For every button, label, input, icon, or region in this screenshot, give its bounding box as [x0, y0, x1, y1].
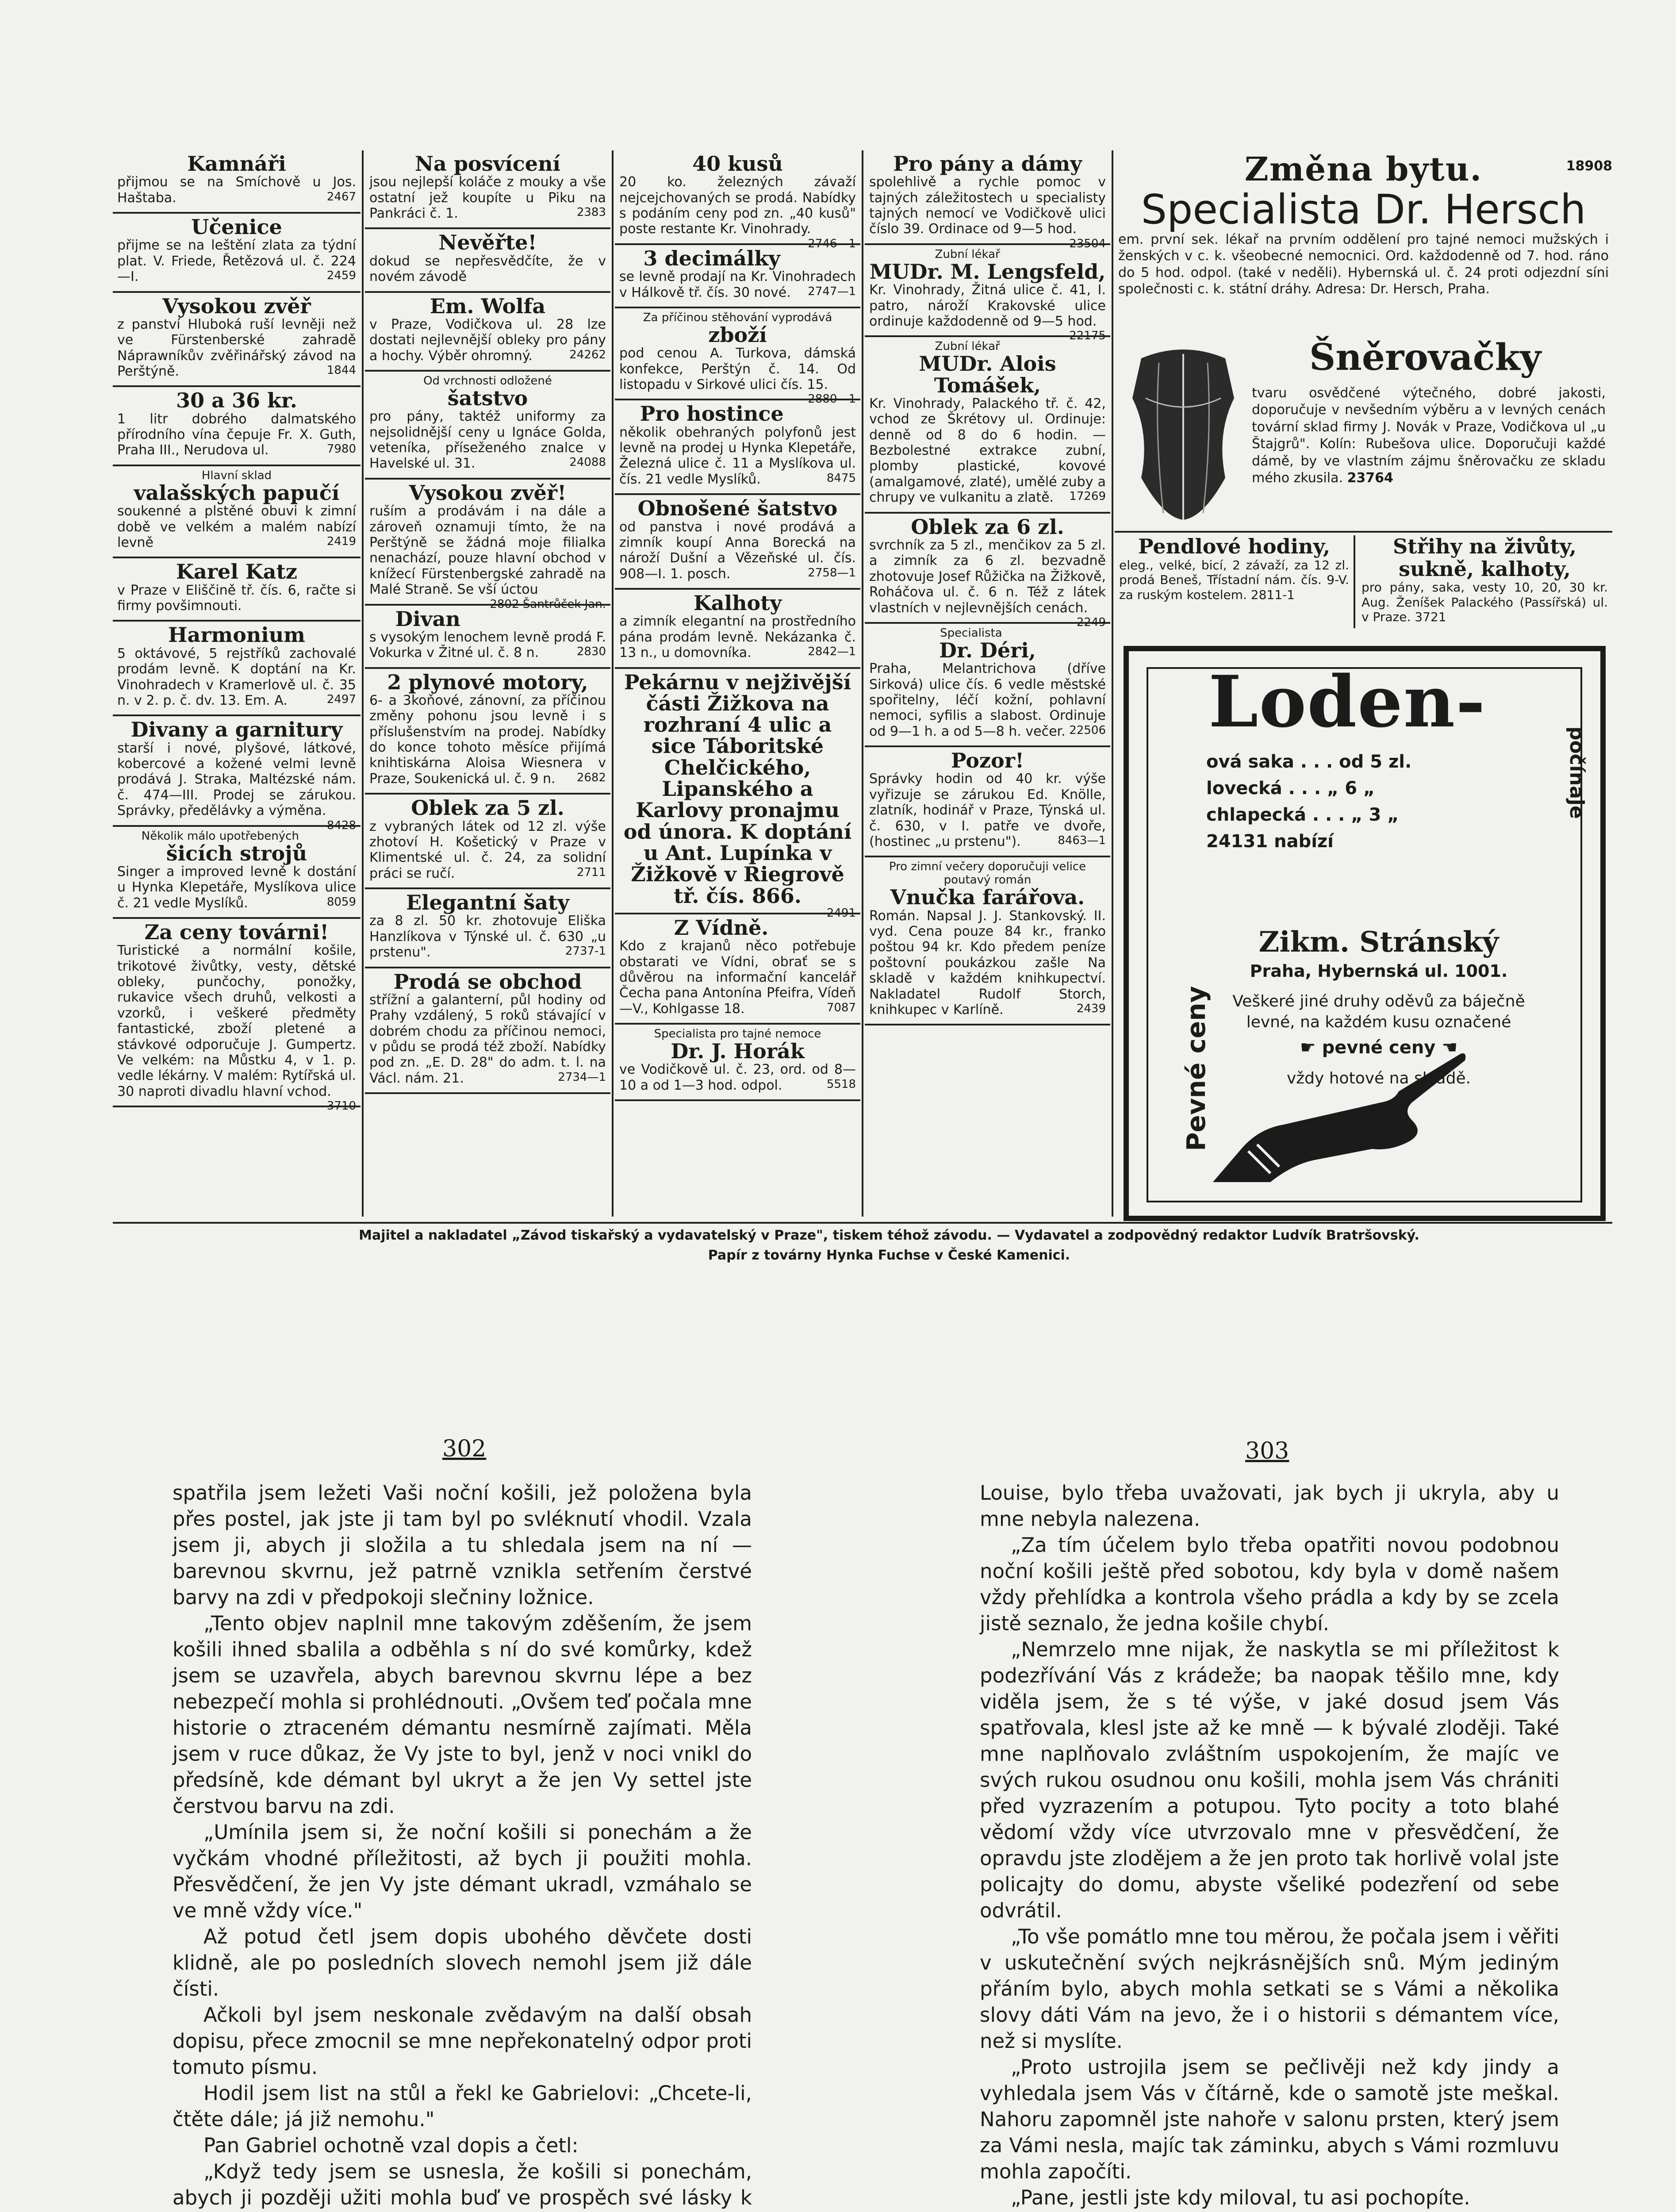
impressum: Majitel a nakladatel „Závod tiskařský a vydavatelský v Praze", tiskem téhož závodu. — Vydavatel a zodpovědný redaktor Ludvík Bratršovský. [359, 1228, 1419, 1243]
classified-ad [615, 150, 860, 250]
ad-number: 2383 [576, 206, 606, 219]
ad-body [369, 409, 606, 472]
price-item: 24131 nabízí [1206, 831, 1334, 852]
ad-text: ve Vodičkově ul. č. 23, ord. od 8—10 a od 1—3 hod. odpol. [619, 1062, 856, 1093]
ad-title: Pozor! [951, 749, 1024, 773]
paragraph: „Nemrzelo mne nijak, že naskytla se mi příležitost k podezřívání Vás z krádeže; ba naopak těšilo mne, kdy viděla jsem, že s té výše, v jaké dosud jsem Vás spatřovala, klesl jste až ke mně — k bývalé zloději. Také mne naplňovalo zvláštním uspokojením, že majíc ve svých rukou osudnou onu košili, mohla jsem Vás chrániti před vyzrazením a potupou. Tyto pocity a toto blahé vědomí vždy více utvrzovalo mne v přesvědčení, že opravdu jste zlodějem a že jen proto tak horlivě volal jste policajty do domu, abyste všeliké podezření od sebe odvrátil. [980, 1638, 1559, 1922]
ads-column-4 [865, 150, 1110, 1221]
ad-strihy [1357, 535, 1612, 628]
ad-body [369, 503, 606, 611]
classified-ad [113, 919, 361, 1113]
ad-number: 22175 [1069, 329, 1106, 343]
column-rule [612, 150, 614, 1217]
ad-body [369, 253, 606, 285]
ad-title: Kalhoty [693, 591, 782, 615]
ad-body [619, 938, 856, 1017]
ad-number: 7087 [826, 1001, 856, 1014]
ads-column-3 [615, 150, 860, 1221]
right-page-text [980, 1480, 1559, 2211]
ad-text: Správky hodin od 40 kr. výše vyřizuje se zárukou Ed. Knölle, zlatník, hodinář v Praze, Týnská ul. č. 630, v I. patře ve dvoře, (hostinec „u prstenu"). [869, 771, 1106, 850]
ad-kicker: Pro zimní večery doporučuji velice poutavý román [889, 860, 1086, 887]
classified-ad [615, 308, 860, 406]
ad-body [369, 174, 606, 221]
ad-body [117, 943, 356, 1113]
ad-pendlove-hodiny [1115, 535, 1355, 628]
ad-text: ruším a prodávám i na dále a zároveň oznamuji tímto, že na Perštýně se žádná moje filialka nenachází, pouze hlavní obchod v knížecí Fürstenbergské zahradě na Malé Straně. Se vší úctou [369, 503, 606, 598]
classified-ad [865, 624, 1110, 747]
stock-note: vždy hotové na skladě. [1286, 1069, 1471, 1087]
ad-title: 2 plynové motory, [387, 670, 588, 694]
ad-number: 2682 [576, 771, 606, 784]
ad-number: 8463—1 [1058, 834, 1106, 848]
ad-text: se levně prodají na Kr. Vinohradech v Hálkově tř. čís. 30 nové. [619, 269, 856, 300]
ad-number: 2842—1 [808, 645, 856, 659]
classified-ad [365, 372, 610, 480]
ad-text: s vysokým lenochem levně prodá F. Vokurka v Žitné ul. č. 8 n. [369, 629, 606, 661]
classified-ad [865, 514, 1110, 629]
ad-body [117, 864, 356, 911]
ad-title: Elegantní šaty [406, 891, 570, 915]
ad-number: 2249 [1076, 615, 1106, 629]
ad-number: 2467 [326, 190, 356, 204]
ad-title: MUDr. M. Lengsfeld, [869, 259, 1106, 284]
classified-ad [113, 466, 361, 558]
price-list [1206, 749, 1480, 855]
ad-title: Dr. J. Horák [671, 1039, 805, 1064]
ad-body [117, 317, 356, 380]
classified-ad [865, 150, 1110, 250]
ad-number: 8475 [826, 471, 856, 485]
ad-text: svrchník za 5 zl., menčikov za 5 zl. a zimník za 6 zl. bezvadně zhotovuje Josef Růžička na Žižkově, Roháčova ul. č. 6 n. Též z látek vlastních v nejlevnějších cenách. [869, 537, 1106, 616]
vertical-label-left [1146, 762, 1211, 1160]
hand-left-icon: ☛ [1300, 1037, 1316, 1058]
page-number-right: 303 [1245, 1438, 1289, 1464]
ad-body [869, 771, 1106, 849]
paragraph: „Umínila jsem si, že noční košili si ponechám a že vyčkám vhodné příležitosti, až bych ji použiti mohla. Přesvědčení, že jen Vy jste démant ukradl, vzmáhalo se ve mně vždy více." [173, 1820, 752, 1922]
ad-text: pod cenou A. Turkova, dámská konfekce, Perštýn č. 14. Od listopadu v Sirkové ulici čís. 15. [619, 346, 856, 393]
ad-title: Nevěřte! [438, 230, 537, 255]
ad-text: Singer a improved levně k dostání u Hynka Klepetáře, Myslíkova ulice č. 21 vedle Myslíků. [117, 864, 356, 911]
paragraph: „Za tím účelem bylo třeba opatřiti novou podobnou noční košili ještě před sobotou, kdy byla v domě našem vždy přehlídka a kontrola všeho prádla a kdy by se zcela jistě seznalo, že jedna košile chybí. [980, 1533, 1559, 1635]
vertical-text: Pevné ceny [1181, 986, 1211, 1151]
ad-text: Praha, Melantrichova (dříve Sirková) ulice čís. 6 vedle městské spořitelny, léčí kožní, pohlavní nemoci, syfilis a slabost. Ordinuje od 9—1 h. a od 5—8 h. večer. [869, 661, 1106, 739]
ad-title: šicích strojů [166, 841, 307, 865]
paragraph: „Tento objev naplnil mne takovým zděšením, že jsem košili ihned sbalila a odběhla s ní do své komůrky, kdež jsem se uzavřela, abych barevnou skvrnu lépe a bez nebezpečí mohla si prohlédnouti. „Ovšem teď počala mne historie o ztraceném démantu nesmírně zajímati. Měla jsem v ruce důkaz, že Vy jste to byl, jenž v noci vnikl do předsíně, kde démant byl ukryt a že jen Vy settel jste čerstvou barvu na zdi. [173, 1612, 752, 1818]
ad-title: Učenice [191, 215, 282, 239]
ad-title: Prodá se obchod [393, 969, 582, 994]
ad-title: Pekárnu v nejživější části Žižkova na rozhraní 4 ulic a sice Táboritské Chelčického, Lipanského a Karlovy pronajmu od února. K doptání u Ant. Lupínka v Žižkově v Riegrově tř. čís. 866. [623, 670, 852, 908]
ad-number: 8059 [326, 895, 356, 909]
ad-text: z vybraných látek od 12 zl. výše zhotoví H. Košetický v Praze v Klimentské ul. č. 24, za solidní práci se ručí. [369, 818, 606, 881]
page-number-left: 302 [442, 1436, 487, 1462]
ad-text: střížní a galanterní, půl hodiny od Prahy vzdálený, 5 roků stávající v dobrém chodu za příčinou nemoci, v půdu se prodá též zboží. Nabídky pod zn. „E. D. 28" do adm. t. l. na Václ. nám. 21. [369, 992, 606, 1086]
ad-text: za 8 zl. 50 kr. zhotovuje Eliška Hanzlíkova v Týnské ul. č. 630 „u prstenu". [369, 913, 606, 960]
ad-headline: Specialista Dr. Hersch [1141, 186, 1586, 233]
ad-number: 18908 [1566, 158, 1612, 174]
ad-number: 2747—1 [808, 284, 856, 298]
column-rule [862, 150, 863, 1217]
ad-number: 2419 [326, 534, 356, 548]
paragraph: Louise, bylo třeba uvažovati, jak bych ji ukryla, aby u mne nebyla nalezena. [980, 1481, 1559, 1531]
ad-body [619, 1062, 856, 1093]
ad-body [619, 519, 856, 582]
ad-number: 2811-1 [1250, 587, 1295, 602]
ad-title: Z Vídně. [674, 915, 769, 940]
ad-title: Oblek za 5 zl. [411, 796, 564, 820]
ad-title: valašských papučí [134, 480, 340, 505]
classified-ad [113, 387, 361, 466]
classified-ad [615, 400, 860, 495]
classified-ad [615, 914, 860, 1025]
classified-ad [113, 293, 361, 388]
ad-title: Pendlové hodiny, [1138, 534, 1330, 558]
ads-column-1 [113, 150, 361, 1221]
classified-ad [865, 337, 1110, 513]
ad-body [369, 992, 606, 1086]
ad-text: 20 ko. železných závaží nejcejchovaných se prodá. Nabídky s podáním ceny pod zn. „40 kusů" poste restante Kr. Vinohrady. [619, 174, 856, 237]
classified-ad [365, 889, 610, 968]
ad-number: 3710 [326, 1099, 356, 1113]
classified-ad [615, 590, 860, 668]
ad-number: 2880—1 [808, 392, 856, 406]
ad-text: 6- a 3koňové, zánovní, za příčinou změny pohonu jsou levně i s příslušenstvím na prodej. Nabídky do konce tohoto měsíce přijímá knihtiskárna Aloisa Wiesnera v Praze, Soukenická ul. č. 9 n. [369, 692, 606, 787]
ad-title: zboží [708, 323, 767, 347]
classified-ad [365, 795, 610, 889]
ad-text: pro pány, taktéž uniformy za nejsolidnější ceny u Ignáce Golda, veteníka, příseženého znalce v Havelské ul. 31. [369, 409, 606, 472]
ad-number: 24088 [569, 456, 606, 469]
ad-title: Loden- [1208, 660, 1486, 743]
ad-body [117, 411, 356, 458]
ad-body [369, 630, 606, 661]
paragraph: „Proto ustrojila jsem se pečlivěji než kdy jindy a vyhledala jsem Vás v čítárně, kde o samotě jste meškal. Nahoru zapomněl jste nahoře v salonu prsten, který jsem za Vámi nesla, majíc tak záminku, abych s Vámi rozmluvu mohla započíti. [980, 2055, 1559, 2183]
classified-ad [615, 245, 860, 308]
column-rule [1112, 150, 1113, 1217]
ad-title: Šněrovačky [1309, 336, 1542, 379]
ad-title: Pro hostince [640, 402, 784, 426]
ad-body [369, 317, 606, 364]
ad-title: Vysokou zvěř [162, 294, 311, 318]
ad-kicker: Specialista [940, 626, 1002, 640]
ad-number: 2711 [576, 865, 606, 879]
classified-ad [365, 293, 610, 372]
classified-ad [113, 716, 361, 832]
classified-ad [113, 622, 361, 716]
footer-rule [113, 1222, 1612, 1224]
ad-body [869, 282, 1106, 343]
ad-body [869, 661, 1106, 739]
ad-text: starší i nové, plyšové, látkové, kobercové a kožené velmi levně prodává J. Straka, Maltézské nám. č. 474—III. Prodej se zárukou. Správky, předělávky a výměna. [117, 740, 356, 819]
ads-column-2 [365, 150, 610, 1221]
ad-body [117, 503, 356, 550]
ad-kicker: Zubní lékař [935, 247, 1000, 261]
classified-ad [615, 669, 860, 920]
ad-kicker: Několik málo upotřebených [141, 829, 299, 843]
ad-number: 23504 [1069, 237, 1106, 250]
ad-title: Na posvícení [414, 152, 560, 176]
right-ads-block [1115, 150, 1612, 1221]
ad-body [619, 425, 856, 488]
ad-body [369, 819, 606, 882]
ad-text: Kr. Vinohrady, Palackého tř. č. 42, vchod ze Škrétovy ul. Ordinuje: denně od 8 do 6 hodin. — Bezbolestné extrakce zubní, plomby plastické, kovové (amalgamové, zlaté), umělé zuby a chrupy ve vulkanitu a zlatě. [869, 396, 1106, 506]
classified-ad [113, 827, 361, 919]
ad-title: Em. Wolfa [430, 294, 546, 318]
ad-text: v Praze, Vodičkova ul. 28 lze dostati nejlevnější obleky pro pány a hochy. Výběr ohromný. [369, 316, 606, 364]
ad-title: Harmonium [168, 623, 305, 647]
ad-title: Kamnáři [187, 152, 286, 176]
classified-ad [865, 857, 1110, 1025]
ad-body [369, 693, 606, 787]
ad-number: 2734—1 [558, 1070, 606, 1084]
ad-kicker: Hlavní sklad [201, 469, 272, 482]
ad-body [619, 614, 856, 661]
ad-number: 7980 [326, 442, 356, 456]
classified-ad [365, 968, 610, 1094]
ad-number: 2439 [1076, 1002, 1106, 1016]
ad-title: Změna bytu. [1244, 150, 1483, 188]
ad-number: 2497 [326, 692, 356, 706]
ad-title: 30 a 36 kr. [176, 388, 297, 413]
classified-ad [865, 747, 1110, 857]
firm-name: Zikm. Stránský [1258, 926, 1499, 959]
paragraph: „Když tedy jsem se usnesla, že košili si ponechám, abych ji později užiti mohla buď ve prospěch své lásky k [173, 2160, 752, 2209]
ad-number: 2459 [326, 269, 356, 283]
vertical-text: počínaje [1565, 726, 1588, 819]
ad-body [117, 740, 356, 832]
ad-body [619, 269, 856, 300]
ad-body [619, 346, 856, 406]
ad-title: MUDr. Alois Tomášek, [919, 352, 1056, 397]
pointing-hand-illustration [1204, 1049, 1469, 1182]
classified-ad [365, 480, 610, 611]
ad-title: Vnučka farářova. [890, 885, 1085, 910]
ad-number: 2758—1 [808, 566, 856, 580]
ad-number: 17269 [1069, 490, 1106, 503]
price-item: ová saka . . . od 5 zl. [1206, 752, 1412, 772]
classified-ad [113, 150, 361, 214]
ad-kicker: Zubní lékař [935, 340, 1000, 353]
paragraph: spatřila jsem ležeti Vaši noční košili, jež položena byla přes postel, jak jste ji tam byl po svléknutí vhodil. Vzala jsem ji, abych ji složila a tu shledala jsem na ní — barevnou skvrnu, jež patrně vznikla setřením čerstvé barvy na zdi v předpokoji slečniny ložnice. [173, 1481, 752, 1609]
ad-title: Střihy na živůty, sukně, kalhoty, [1393, 534, 1576, 581]
ad-text: soukenné a plstěné obuvi k zimní době ve velkém a malém nabízí levně [117, 503, 356, 550]
paragraph: Až potud četl jsem dopis ubohého děvčete dosti klidně, ale po posledních slovech nemohl jsem již dále čísti. [173, 1925, 752, 2001]
ad-body [869, 537, 1106, 629]
ad-text: v Praze v Eliščině tř. čís. 6, račte si firmy povšimnouti. [117, 582, 356, 614]
classified-ad [615, 495, 860, 590]
classified-ad [365, 669, 610, 795]
ad-number: 3721 [1415, 610, 1446, 625]
column-rule [362, 150, 364, 1217]
classified-ad [865, 245, 1110, 343]
ad-body [619, 174, 856, 250]
classified-ad [113, 214, 361, 292]
ad-text: 5 oktávové, 5 rejstříků zachovalé prodám levně. K doptání na Kr. Vinohradech v Kramerlově ul. č. 35 n. v 2. p. č. dv. 13. Em. A. [117, 645, 356, 708]
ad-body [117, 174, 356, 206]
fixed-price-text: pevné ceny [1322, 1037, 1436, 1058]
ad-title: Dr. Déri, [939, 638, 1036, 662]
ad-title: Divan [395, 607, 460, 631]
ad-body [869, 396, 1106, 506]
ad-text: z panství Hluboká ruší levněji než ve Fürstenberské zahradě Náprawníkův zvěřinářský závod na Perštýně. [117, 316, 356, 380]
ad-text: 1 litr dobrého dalmatského přírodního vína čepuje Fr. X. Guth, Praha III., Nerudova ul. [117, 411, 356, 458]
ad-number: 2802 Šantrůček Jan. [490, 597, 606, 611]
ad-kicker: Od vrchnosti odložené [423, 374, 552, 388]
firm-offer: Veškeré jiné druhy oděvů za báječně levné, na každém kusu označené [1232, 992, 1525, 1031]
price-item: lovecká . . . „ 6 „ [1206, 778, 1375, 799]
firm-address: Praha, Hybernská ul. 1001. [1250, 961, 1508, 981]
left-page-text [173, 1480, 752, 2212]
ad-text: několik obehraných polyfonů jest levně na prodej u Hynka Klepetáře, Železná ulice č. 11 a Myslíkova ul. čís. 21 vedle Myslíků. [619, 424, 856, 487]
ad-number: 1844 [326, 364, 356, 377]
classified-ad [365, 606, 610, 669]
ad-number: 8428 [326, 818, 356, 832]
paragraph: Ačkoli byl jsem neskonale zvědavým na další obsah dopisu, přece zmocnil se mne nepřekonatelný odpor proti tomuto písmu. [173, 2003, 752, 2079]
ad-text: tvaru osvědčené výtečného, dobré jakosti, doporučuje v nevšedním výběru a v levných cenách tovární sklad firmy J. Novák v Praze, Vodičkova ul „u Štajgrů". Kolín: Rubešova ulice. Doporučuji každé dámě, by ve vlastním zájmu šněrovačku ze skladu mého zkusila. [1252, 385, 1606, 486]
ad-title: Karel Katz [176, 560, 297, 584]
ad-title: Vysokou zvěř! [409, 480, 567, 505]
ad-kicker: Za příčinou stěhování vyprodává [643, 311, 832, 324]
ad-number: 2746—1 [808, 237, 856, 250]
ad-text: eleg., velké, bicí, 2 závaží, za 12 zl. prodá Beneš, Třístadní nám. čís. 9-V. za ruským kostelem. [1119, 557, 1349, 602]
ad-kicker: Specialista pro tajné nemoce [654, 1027, 821, 1041]
corset-illustration [1124, 345, 1243, 522]
ad-text: pro pány, saka, vesty 10, 20, 30 kr. Aug. Ženíšek Palackého (Passířská) ul. v Praze. [1362, 580, 1608, 625]
ad-body [1252, 385, 1606, 487]
ad-number: 2491 [826, 906, 856, 920]
ad-title: Za ceny továrni! [144, 920, 329, 944]
ad-number: 24262 [569, 348, 606, 361]
ad-text: Kdo z krajanů něco potřebuje obstarati ve Vídni, obrať se s důvěrou na informační kancelář Čecha pana Antonína Pfeifra, Vídeň—V., Kohlgasse 18. [619, 938, 856, 1017]
ad-text: od panstva i nové prodává a zimník koupí Anna Borecká na nároží Dušní a Vězeňské ul. čís. 908—I. 1. posch. [619, 519, 856, 582]
ad-title: Divany a garnitury [130, 718, 343, 742]
ad-text: Kr. Vinohrady, Žitná ulice č. 41, I. patro, nároží Krakovské ulice ordinuje každodenně od 9—5 hod. [869, 282, 1106, 329]
ad-title: 40 kusů [692, 152, 783, 176]
classified-ad [113, 558, 361, 622]
ad-number: 2737-1 [565, 945, 606, 958]
classified-ad [365, 150, 610, 229]
ad-title: Oblek za 6 zl. [911, 515, 1064, 539]
ad-text: Román. Napsal J. J. Stankovský. II. vyd. Cena pouze 84 kr., franko poštou 94 kr. Kdo předem peníze poštovní poukázkou zašle Na skladě v každém knihkupectví. Nakladatel Rudolf Storch, knihkupec v Karlíně. [869, 908, 1106, 1018]
paper-credit: Papír z továrny Hynka Fuchse v České Kamenici. [708, 1248, 1070, 1263]
ad-loden [1124, 646, 1606, 1221]
vertical-label-right [1566, 726, 1597, 886]
ad-body [869, 908, 1106, 1018]
hand-right-icon: ☚ [1442, 1037, 1458, 1058]
ad-number: 23764 [1347, 470, 1393, 486]
paragraph: „Pane, jestli jste kdy miloval, tu asi pochopíte. [1011, 2186, 1470, 2209]
ad-title: Pro pány a dámy [893, 152, 1082, 176]
ad-text: přijme se na leštění zlata za týdní plat. V. Friede, Řetězová ul. č. 224—I. [117, 238, 356, 285]
paragraph: Hodil jsem list na stůl a řekl ke Gabrielovi: „Chcete-li, čtěte dále; já již nemohu." [173, 2081, 752, 2131]
classified-ad [365, 229, 610, 292]
ad-text: Turistické a normální košile, trikotové živůtky, vesty, dětské obleky, punčochy, ponožky, rukavice všech druhů, velkosti a vzorků, i veškeré předměty fantastické, zboží pletené a stávkové odporučuje J. Gumpertz. Ve velkém: na Můstku 4, v 1. p. vedle lékárny. V malém: Rytířská ul. 30 naproti divadlu hlavní vchod. [117, 943, 356, 1099]
ad-title: šatstvo [447, 386, 528, 411]
ad-body [117, 646, 356, 709]
ad-body [1115, 558, 1354, 603]
ad-body [869, 174, 1106, 250]
ad-title: Obnošené šatstvo [637, 496, 838, 521]
classified-ad [615, 1025, 860, 1101]
paragraph: „To vše pomátlo mne tou měrou, že počala jsem i věřiti v uskutečnění svých nejkrásnějších snů. Mým jediným přáním bylo, abych mohla setkati se s Vámi a několika slovy dáti Vám na jevo, že i o historii s démantem více, než si myslíte. [980, 1925, 1559, 2053]
ad-text: a zimník elegantní na prostředního pána prodám levně. Nekázanka č. 13 n., u domovníka. [619, 614, 856, 661]
ad-snerovacky [1115, 336, 1612, 533]
ad-text: jsou nejlepší koláče z mouky a vše ostatní jež koupíte u Piku na Pankráci č. 1. [369, 174, 606, 222]
ad-body [369, 913, 606, 960]
paragraph: Pan Gabriel ochotně vzal dopis a četl: [203, 2134, 579, 2157]
ad-number: 22506 [1069, 723, 1106, 737]
ad-body [117, 583, 356, 614]
ad-number: 2830 [576, 645, 606, 659]
ad-title: 3 decimálky [643, 246, 780, 270]
ad-text: spolehlivě a rychle pomoc v tajných záležitostech u specialisty tajných nemocí ve Vodičkově ulici číslo 39. Ordinace od 9—5 hod. [869, 174, 1106, 237]
ad-body: em. první sek. lékař na prvním oddělení pro tajné nemoci mužských i ženských v c. k. všeobecné nemocnici. Ord. každodenně od 7. hod. ráno do 5 hod. odpol. (také v neděli). Hybernská ul. č. 24 proti odjezdní síni společnosti c. k. státní dráhy. Adresa: Dr. Hersch, Praha. [1118, 231, 1609, 297]
ad-body [117, 238, 356, 284]
classified-ads-section [113, 150, 1612, 1221]
ad-body [1357, 580, 1612, 625]
ad-text: přijmou se na Smíchově u Jos. Haštaba. [117, 174, 356, 206]
ad-text: dokud se nepřesvědčíte, že v novém závodě [369, 253, 606, 285]
ad-zmena-bytu [1115, 150, 1612, 298]
ad-number: 5518 [826, 1077, 856, 1091]
price-item: chlapecká . . . „ 3 „ [1206, 805, 1399, 825]
